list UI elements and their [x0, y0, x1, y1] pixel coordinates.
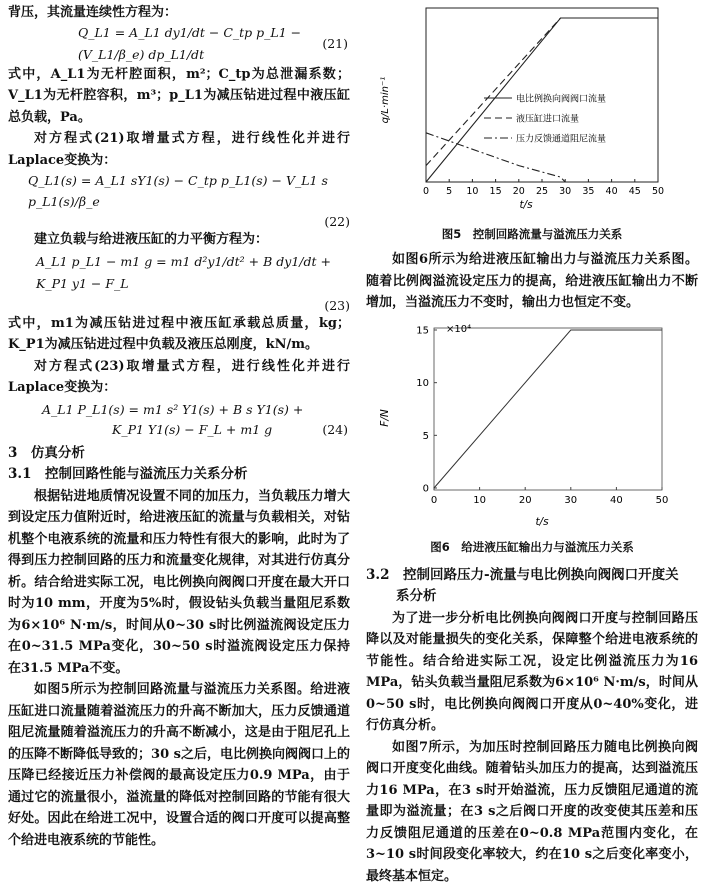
figure-6-ylabel: F/N: [379, 409, 391, 427]
section-heading-3-2: [366, 565, 698, 608]
figure-6-xlabel: t/s: [535, 516, 549, 528]
figure-5-caption: 图5 控制回路流量与溢流压力关系: [366, 224, 698, 246]
figure-6-y-tick-label: 15: [416, 325, 429, 336]
where-23-text: 式中，m1为减压钻进过程中液压缸承载总质量，kg；K_P1为减压钻进过程中负载及液压总刚度，kN/m。: [8, 313, 350, 356]
figure-6-x-tick-label: 20: [519, 495, 532, 506]
section-heading-3-1: 3.1 控制回路性能与溢流压力关系分析: [8, 464, 350, 486]
section-3-2-paragraph-2: 如图7所示，为加压时控制回路压力随电比例换向阀阀口开度变化曲线。随着钻头加压力的提高，达到溢流压力16 MPa，在3 s时开始溢流，压力反馈阻尼通道的流量即为溢流量；在3 s之后阀口开度的改变使其压差和压力反馈阻尼通道的压差在0~0.8 MPa范围内变化，在3~10 s时间段变化率较大，约在10 s之后变化率变小，最终基本恒定。: [366, 737, 698, 887]
figure-6-series-line: [434, 330, 662, 488]
section-heading-3: 3 仿真分析: [8, 443, 350, 465]
figure-5-x-tick-label: 10: [466, 186, 478, 197]
equation-21-number: (21): [322, 33, 350, 55]
equation-22-number: (22): [8, 211, 350, 229]
figure-5-x-tick-label: 40: [606, 186, 618, 197]
right-column: [366, 0, 698, 887]
section-3-2-paragraph-1: 为了进一步分析电比例换向阀阀口开度与控制回路压降以及对能量损失的变化关系，保障整个给进电液系统的节能性。结合给进实际工况，设定比例溢流压力为16 MPa，钻头负载当量阻尼系数为6×10⁶ N·m/s，时间从0~50 s时，电比例换向阀阀口开度从0~40%变化，进行仿真分析。: [366, 608, 698, 737]
figure-6-y-tick-label: 0: [423, 483, 429, 494]
section-heading-3-2-line1: 3.2 控制回路压力-流量与电比例换向阀阀口开度关: [366, 565, 698, 587]
figure-5-legend-label: 压力反馈通道阻尼流量: [516, 133, 606, 145]
eq21-content: Q_L1 = A_L1 dy1/dt − C_tp p_L1 − (V_L1/β_e) dp_L1/dt: [78, 25, 301, 62]
figure-6-chart: [366, 318, 698, 530]
figure-6-x-tick-label: 10: [473, 495, 486, 506]
figure-6-lines: [434, 330, 662, 488]
left-column: [8, 0, 350, 851]
equation-24-number: (24): [322, 419, 350, 441]
figure-5-ylabel: q/L·min⁻¹: [380, 77, 391, 124]
figure-5-legend-label: 液压缸进口流量: [516, 113, 579, 125]
figure-6-axes: [416, 325, 668, 506]
equation-24-line1: A_L1 P_L1(s) = m1 s² Y1(s) + B s Y1(s) +: [8, 399, 350, 420]
figure-6-scale-label: ×10⁴: [446, 324, 471, 335]
figure-5-x-tick-label: 30: [559, 186, 571, 197]
where-21-text: 式中，A_L1为无杆腔面积，m²；C_tp为总泄漏系数；V_L1为无杆腔容积，m³；p_L1为减压钻进过程中液压缸总负载，Pa。: [8, 64, 350, 129]
eq22-content: Q_L1(s) = A_L1 sY1(s) − C_tp p_L1(s) − V_L1 s p_L1(s)/β_e: [8, 170, 350, 213]
equation-21: [8, 24, 350, 64]
equation-22: [8, 171, 350, 211]
figure-5-x-tick-label: 35: [582, 186, 594, 197]
figure-5-legend: [484, 93, 606, 145]
figure-5-x-tick-label: 20: [513, 186, 525, 197]
figure-6-x-tick-label: 40: [610, 495, 623, 506]
figure-5-chart: [366, 0, 698, 214]
equation-24: [8, 420, 350, 441]
figure-6-caption: 图6 给进液压缸输出力与溢流压力关系: [366, 537, 698, 559]
figure-6-x-tick-label: 0: [431, 495, 437, 506]
figure-6-frame: [434, 328, 662, 490]
equation-24-line2: K_P1 Y1(s) − F_L + m1 g: [8, 419, 272, 441]
intro-text: 背压，其流量连续性方程为：: [8, 2, 350, 24]
figure-5-x-tick-label: 5: [446, 186, 452, 197]
figure-6-x-tick-label: 30: [564, 495, 577, 506]
section-3-1-paragraph-2: 如图5所示为控制回路流量与溢流压力关系图。给进液压缸进口流量随着溢流压力的升高不断加大，压力反馈通道阻尼流量随着溢流压力的升高不断减小，这是由于阻尼孔上的压降不断降低导致的；30 s之后，电比例换向阀阀口上的压降已经接近压力补偿阀的最高设定压力0.9 MPa，由于通过它的流量很小，溢流量的降低对控制回路的节能有很大好处。因此在给进工况中，设置合适的阀口开度可以提高整个给进电液系统的节能性。: [8, 679, 350, 851]
equation-23: [8, 251, 350, 295]
equation-23-number: (23): [8, 295, 350, 313]
figure-5-x-tick-label: 0: [423, 186, 429, 197]
section-heading-3-2-line2: 系分析: [366, 586, 698, 608]
figure-5-xlabel: t/s: [519, 199, 533, 211]
figure-6-x-tick-label: 50: [656, 495, 669, 506]
figure-6-description: 如图6所示为给进液压缸输出力与溢流压力关系图。随着比例阀溢流设定压力的提高，给进液压缸输出力不断增加，当溢流压力不变时，输出力也恒定不变。: [366, 249, 698, 314]
laplace-1-text: 对方程式(21)取增量式方程，进行线性化并进行Laplace变换为：: [8, 128, 350, 171]
figure-5-x-tick-label: 15: [490, 186, 502, 197]
figure-6-y-tick-label: 10: [416, 378, 429, 389]
figure-5-x-tick-label: 25: [536, 186, 548, 197]
figure-5-x-tick-label: 45: [629, 186, 641, 197]
section-3-1-paragraph-1: 根据钻进地质情况设置不同的加压力，当负载压力增大到设定压力值附近时，给进液压缸的流量与负载相关，对钻机整个电液系统的流量和压力特性有很大的影响，此时为了得到压力控制回路的压力和流量变化规律，对其进行仿真分析。结合给进实际工况，电比例换向阀阀口开度在最大开口时为10 mm，开度为5%时，假设钻头负载当量阻尼系数为6×10⁶ N·m/s，时间从0~30 s时比例溢流阀设定压力在0~31.5 MPa变化，30~50 s时溢流阀设定压力保持在31.5 MPa不变。: [8, 486, 350, 680]
equation-21-body: [8, 22, 322, 65]
laplace-2-text: 对方程式(23)取增量式方程，进行线性化并进行Laplace变换为：: [8, 356, 350, 399]
figure-5-legend-label: 电比例换向阀阀口流量: [516, 93, 606, 105]
figure-5-x-tick-label: 50: [652, 186, 664, 197]
force-balance-text: 建立负载与给进液压缸的力平衡方程为：: [8, 229, 350, 251]
figure-6-y-tick-label: 5: [423, 430, 429, 441]
eq23-content: A_L1 p_L1 − m1 g = m1 d²y1/dt² + B dy1/dt + K_P1 y1 − F_L: [8, 251, 350, 294]
